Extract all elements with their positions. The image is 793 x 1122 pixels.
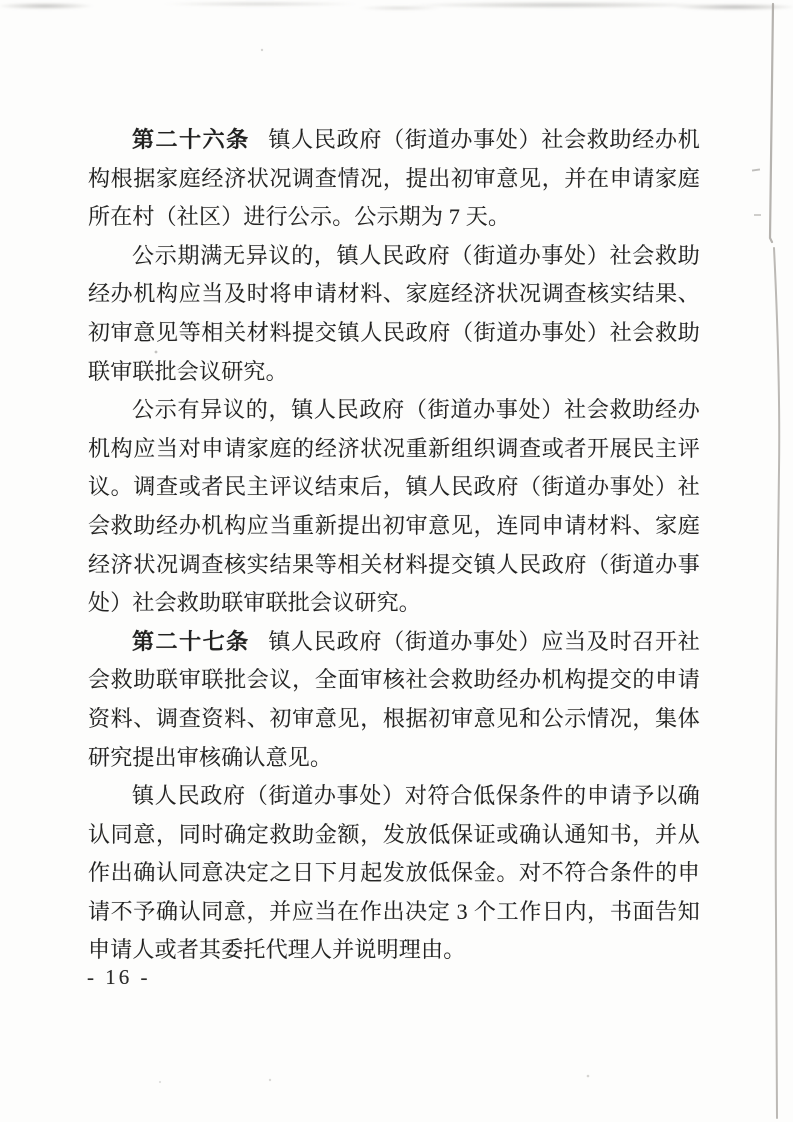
scan-speck [269,1079,271,1081]
article-number: 第二十七条 [132,628,250,654]
scan-speck [587,1075,590,1078]
scan-speck [159,1081,161,1083]
article-number: 第二十六条 [132,127,250,152]
scan-speck [261,49,263,51]
scan-speck [754,214,761,216]
scan-smudge-top [0,0,793,18]
paragraph [88,777,700,970]
paragraph [88,623,700,777]
page-number: - 16 - [87,965,151,989]
paragraph [88,391,700,623]
scan-edge-line-lower [774,248,779,1118]
paragraph-text: 镇人民政府（街道办事处）对符合低保条件的申请予以确认同意，同时确定救助金额，发放低保证或确认通知书，并从作出确认同意决定之日下月起发放低保金。对不符合条件的申请不予确认同意，并应当在作出决定 3 个工作日内，书面告知申请人或者其委托代理人并说明理由。 [88,783,700,963]
paragraph-text: 公示有异议的，镇人民政府（街道办事处）社会救助经办机构应当对申请家庭的经济状况重新组织调查或者开展民主评议。调查或者民主评议结束后，镇人民政府（街道办事处）社会救助经办机构应当重新提出初审意见，连同申请材料、家庭经济状况调查核实结果等相关材料提交镇人民政府（街道办事处）社会救助联审联批会议研究。 [88,397,700,616]
paragraph-text: 镇人民政府（街道办事处）应当及时召开社会救助联审联批会议，全面审核社会救助经办机构提交的申请资料、调查资料、初审意见，根据初审意见和公示情况，集体研究提出审核确认意见。 [88,628,700,770]
scan-speck [752,168,760,171]
document-body [88,121,700,970]
paragraph-text: 镇人民政府（街道办事处）社会救助经办机构根据家庭经济状况调查情况，提出初审意见，并在申请家庭所在村（社区）进行公示。公示期为 7 天。 [88,127,700,230]
scan-edge-line-upper [770,4,773,242]
paragraph [88,237,700,391]
paragraph [88,121,700,237]
paragraph-text: 公示期满无异议的，镇人民政府（街道办事处）社会救助经办机构应当及时将申请材料、家庭经济状况调查核实结果、初审意见等相关材料提交镇人民政府（街道办事处）社会救助联审联批会议研究。 [88,242,700,384]
